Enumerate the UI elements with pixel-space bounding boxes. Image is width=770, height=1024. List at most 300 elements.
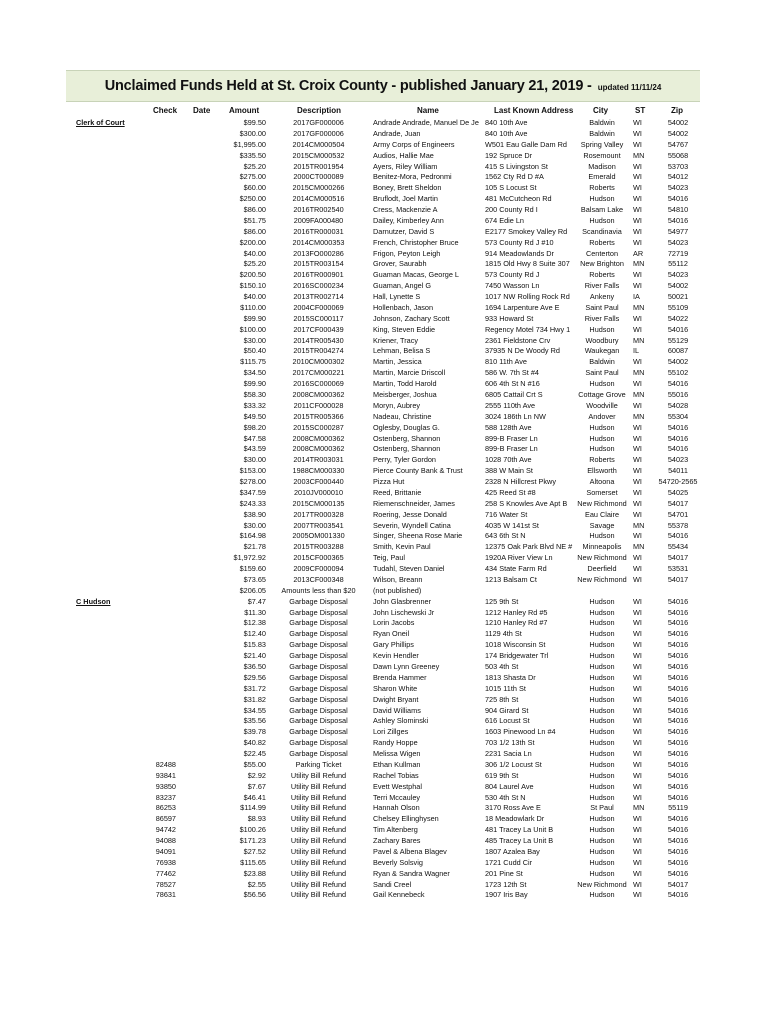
state-cell: WI: [633, 379, 642, 389]
name-cell: Ostenberg, Shannon: [373, 433, 441, 443]
state-cell: WI: [633, 694, 642, 704]
address-cell: 201 Pine St: [485, 868, 523, 878]
name-cell: Tudahl, Steven Daniel: [373, 564, 445, 574]
state-cell: WI: [633, 705, 642, 715]
state-cell: WI: [633, 313, 642, 323]
name-cell: Rachel Tobias: [373, 770, 419, 780]
zip-cell: 72719: [667, 248, 689, 258]
zip-cell: 50021: [667, 292, 689, 302]
description-cell: 2010JV000010: [293, 487, 344, 497]
check-cell: 77462: [155, 868, 176, 878]
city-cell: St Paul: [590, 803, 614, 813]
amount-cell: $347.59: [239, 487, 266, 497]
header-check: Check: [153, 106, 178, 115]
table-row: [0, 193, 770, 204]
state-cell: WI: [633, 466, 642, 476]
city-cell: Hudson: [589, 683, 615, 693]
table-row: [0, 879, 770, 890]
zip-cell: 54016: [667, 683, 689, 693]
description-cell: Utility Bill Refund: [290, 868, 347, 878]
table-row: [0, 617, 770, 628]
name-cell: Brenda Hammer: [373, 672, 427, 682]
address-cell: 933 Howard St: [485, 313, 534, 323]
description-cell: Garbage Disposal: [289, 662, 348, 671]
state-cell: MN: [633, 520, 645, 530]
city-cell: Woodbury: [585, 335, 619, 345]
city-cell: Roberts: [589, 270, 615, 280]
address-cell: 2361 Fieldstone Crv: [485, 335, 551, 345]
state-cell: WI: [633, 727, 642, 737]
city-cell: Hudson: [589, 890, 615, 900]
header-name: Name: [417, 106, 439, 115]
check-cell: 93850: [155, 781, 176, 791]
description-cell: 2017CM000221: [292, 368, 345, 378]
city-cell: New Richmond: [577, 498, 627, 508]
address-cell: 643 6th St N: [485, 531, 526, 541]
description-cell: 2011CF000028: [293, 400, 344, 410]
address-cell: 804 Laurel Ave: [485, 781, 534, 791]
description-cell: 2009CF000094: [293, 564, 344, 574]
name-cell: Pavel & Albena Blagev: [373, 846, 447, 856]
address-cell: 810 11th Ave: [485, 357, 527, 367]
state-cell: WI: [633, 868, 642, 878]
table-row: [0, 683, 770, 694]
name-cell: Oglesby, Douglas G.: [373, 422, 440, 432]
amount-cell: $99.50: [243, 118, 266, 127]
name-cell: Moryn, Aubrey: [373, 400, 421, 410]
name-cell: Kevin Hendler: [373, 651, 419, 661]
amount-cell: $164.98: [239, 531, 266, 541]
table-row: [0, 802, 770, 813]
amount-cell: $21.40: [243, 651, 266, 661]
table-row: [0, 781, 770, 792]
description-cell: 2015TR003154: [293, 259, 344, 269]
description-cell: Utility Bill Refund: [290, 836, 347, 846]
amount-cell: $29.56: [243, 672, 266, 682]
amount-cell: $33.32: [243, 400, 266, 410]
state-cell: WI: [633, 194, 642, 204]
description-cell: Utility Bill Refund: [290, 792, 347, 802]
zip-cell: 54016: [667, 727, 689, 737]
description-cell: 2015CM000135: [292, 498, 345, 508]
address-cell: 481 McCutcheon Rd: [485, 194, 552, 204]
name-cell: Johnson, Zachary Scott: [373, 313, 450, 323]
address-cell: 192 Spruce Dr: [485, 150, 533, 160]
city-cell: Hudson: [589, 716, 615, 726]
city-cell: Hudson: [589, 792, 615, 802]
address-cell: 904 Girard St: [485, 705, 529, 715]
description-cell: Utility Bill Refund: [290, 825, 347, 835]
city-cell: Hudson: [589, 770, 615, 780]
address-cell: 306 1/2 Locust St: [485, 759, 542, 769]
zip-cell: 54016: [667, 324, 689, 334]
description-cell: Utility Bill Refund: [290, 857, 347, 867]
state-cell: WI: [633, 836, 642, 846]
name-cell: Lorin Jacobs: [373, 618, 415, 628]
amount-cell: $115.75: [240, 357, 266, 367]
state-cell: MN: [633, 259, 645, 269]
address-cell: 1018 Wisconsin St: [485, 640, 546, 650]
table-row: [0, 356, 770, 367]
name-cell: Gail Kennebeck: [373, 890, 425, 900]
check-cell: 78631: [155, 890, 176, 900]
amount-cell: $86.00: [243, 205, 266, 215]
name-cell: Tim Altenberg: [373, 825, 418, 835]
address-cell: 1815 Old Hwy 8 Suite 307: [485, 259, 570, 269]
name-cell: Zachary Bares: [373, 836, 421, 846]
name-cell: Kriener, Tracy: [373, 335, 419, 345]
city-cell: Hudson: [589, 868, 615, 878]
zip-cell: 54016: [667, 890, 689, 900]
name-cell: Darnutzer, David S: [373, 226, 435, 236]
zip-cell: 54016: [667, 379, 689, 389]
description-cell: Garbage Disposal: [289, 716, 348, 726]
name-cell: Nadeau, Christine: [373, 411, 432, 421]
table-row: [0, 139, 770, 150]
state-cell: WI: [633, 226, 642, 236]
amount-cell: $2.55: [247, 879, 266, 889]
amount-cell: $86.00: [243, 226, 266, 236]
state-cell: WI: [633, 553, 642, 563]
table-row: [0, 530, 770, 541]
zip-cell: 55109: [667, 302, 689, 312]
description-cell: 2015TR001954: [293, 161, 344, 171]
amount-cell: $25.20: [243, 259, 266, 269]
table-row: [0, 171, 770, 182]
amount-cell: $56.56: [243, 890, 266, 900]
title-bar: [66, 70, 700, 102]
state-cell: WI: [633, 759, 642, 769]
zip-cell: 54012: [667, 172, 689, 182]
table-row: [0, 596, 770, 607]
address-cell: 1813 Shasta Dr: [485, 672, 536, 682]
address-cell: 899-B Fraser Ln: [485, 444, 538, 454]
amount-cell: $35.56: [243, 716, 266, 726]
address-cell: 616 Locust St: [485, 716, 530, 726]
description-cell: 2014CM000516: [292, 194, 345, 204]
zip-cell: 54002: [667, 281, 689, 291]
description-cell: Garbage Disposal: [289, 727, 348, 737]
zip-cell: 53531: [667, 564, 689, 574]
amount-cell: $60.00: [243, 183, 266, 193]
table-row: [0, 237, 770, 248]
amount-cell: $200.50: [239, 270, 266, 280]
description-cell: Utility Bill Refund: [290, 781, 347, 791]
amount-cell: $30.00: [243, 335, 266, 345]
city-cell: Scandinavia: [582, 226, 622, 236]
city-cell: Ellsworth: [587, 466, 617, 476]
address-cell: 1562 Cty Rd D #A: [485, 172, 544, 182]
city-cell: Hudson: [589, 194, 615, 204]
header-st: ST: [635, 106, 646, 115]
description-cell: 2013CF000348: [293, 574, 344, 584]
description-cell: 2009FA000480: [293, 215, 344, 225]
description-cell: Garbage Disposal: [289, 694, 348, 704]
description-cell: Utility Bill Refund: [290, 814, 347, 824]
table-row: [0, 541, 770, 552]
state-cell: WI: [633, 270, 642, 280]
description-cell: Garbage Disposal: [289, 683, 348, 693]
name-cell: Benitez-Mora, Pedronmi: [373, 172, 452, 182]
table-row: [0, 792, 770, 803]
table-row: [0, 204, 770, 215]
address-cell: 12375 Oak Park Blvd NE #: [485, 542, 573, 552]
state-cell: WI: [633, 455, 642, 465]
state-cell: MN: [633, 368, 645, 378]
address-cell: 4035 W 141st St: [485, 520, 539, 530]
table-row: [0, 150, 770, 161]
city-cell: Roberts: [589, 455, 615, 465]
address-cell: 1907 Iris Bay: [485, 890, 528, 900]
description-cell: 2008CM000362: [292, 390, 345, 399]
name-cell: Pierce County Bank & Trust: [373, 466, 463, 476]
name-cell: Smith, Kevin Paul: [373, 542, 431, 552]
zip-cell: 54016: [667, 694, 689, 704]
updated-note: updated 11/11/24: [597, 82, 662, 92]
amount-cell: $114.99: [240, 803, 266, 813]
zip-cell: 55119: [668, 803, 688, 813]
zip-cell: 54016: [667, 629, 689, 639]
description-cell: Garbage Disposal: [289, 705, 348, 715]
city-cell: Ankeny: [589, 292, 615, 302]
zip-cell: 54016: [667, 444, 689, 454]
state-cell: MN: [633, 150, 645, 160]
amount-cell: $30.00: [243, 520, 266, 530]
amount-cell: $73.65: [243, 574, 266, 584]
zip-cell: 54002: [667, 118, 689, 127]
name-cell: Severin, Wyndell Catina: [373, 520, 451, 530]
description-cell: 2000CT000089: [293, 172, 344, 182]
description-cell: Garbage Disposal: [289, 629, 348, 639]
description-cell: 2017CF000439: [293, 324, 344, 334]
city-cell: Deerfield: [587, 564, 617, 574]
table-row: [0, 889, 770, 900]
amount-cell: $36.50: [243, 662, 266, 671]
city-cell: New Richmond: [577, 879, 627, 889]
name-cell: French, Christopher Bruce: [373, 237, 459, 247]
zip-cell: 54767: [667, 139, 689, 149]
address-cell: 6805 Cattail Crt S: [485, 390, 543, 399]
name-cell: Wilson, Breann: [373, 574, 423, 584]
zip-cell: 54016: [667, 215, 689, 225]
city-cell: Hudson: [589, 422, 615, 432]
zip-cell: 54016: [667, 749, 689, 759]
state-cell: MN: [633, 335, 645, 345]
zip-cell: 55016: [667, 390, 689, 399]
state-cell: MN: [633, 542, 645, 552]
state-cell: WI: [633, 640, 642, 650]
check-cell: 94091: [155, 846, 176, 856]
table-row: [0, 400, 770, 411]
table-row: [0, 509, 770, 520]
address-cell: 1920A River View Ln: [485, 553, 553, 563]
amount-cell: $15.83: [243, 640, 266, 650]
section-label: C Hudson: [76, 596, 111, 606]
description-cell: 2014CM000353: [292, 237, 345, 247]
state-cell: MN: [633, 390, 645, 399]
table-row: [0, 454, 770, 465]
address-cell: 1213 Balsam Ct: [485, 574, 537, 584]
description-cell: 2013FO000286: [293, 248, 344, 258]
city-cell: River Falls: [584, 313, 620, 323]
description-cell: 2013TR002714: [293, 292, 344, 302]
city-cell: Rosemount: [583, 150, 621, 160]
zip-cell: 54016: [667, 857, 689, 867]
state-cell: WI: [633, 683, 642, 693]
name-cell: John Glasbrenner: [373, 596, 432, 606]
zip-cell: 54016: [667, 868, 689, 878]
description-cell: 2014TR003031: [293, 455, 344, 465]
city-cell: Hudson: [589, 324, 615, 334]
name-cell: Ostenberg, Shannon: [373, 444, 441, 454]
zip-cell: 55102: [667, 368, 689, 378]
amount-cell: $100.00: [239, 324, 266, 334]
address-cell: 1723 12th St: [485, 879, 527, 889]
address-cell: 619 9th St: [485, 770, 519, 780]
state-cell: WI: [633, 215, 642, 225]
state-cell: WI: [633, 672, 642, 682]
table-row: [0, 269, 770, 280]
city-cell: Woodville: [586, 400, 618, 410]
name-cell: Perry, Tyler Gordon: [373, 455, 436, 465]
city-cell: Hudson: [589, 749, 615, 759]
zip-cell: 54016: [667, 662, 689, 671]
state-cell: WI: [633, 781, 642, 791]
city-cell: Hudson: [589, 618, 615, 628]
address-cell: 174 Bridgewater Trl: [485, 651, 549, 661]
table-row: [0, 726, 770, 737]
state-cell: WI: [633, 128, 642, 138]
name-cell: Bruflodt, Joel Martin: [373, 194, 438, 204]
zip-cell: 54016: [667, 781, 689, 791]
state-cell: WI: [633, 879, 642, 889]
description-cell: 2015CF000365: [293, 553, 344, 563]
state-cell: WI: [633, 531, 642, 541]
description-cell: 1988CM000330: [292, 466, 345, 476]
name-cell: Meisberger, Joshua: [373, 390, 437, 399]
state-cell: WI: [633, 281, 642, 291]
state-cell: WI: [633, 846, 642, 856]
address-cell: 503 4th St: [485, 662, 519, 671]
amount-cell: $34.55: [243, 705, 266, 715]
table-row: [0, 389, 770, 400]
city-cell: Hudson: [589, 694, 615, 704]
state-cell: WI: [633, 738, 642, 748]
zip-cell: 54016: [667, 651, 689, 661]
amount-cell: $27.52: [243, 846, 266, 856]
address-cell: 1603 Pinewood Ln #4: [485, 727, 556, 737]
name-cell: Martin, Jessica: [373, 357, 422, 367]
table-row: [0, 868, 770, 879]
section-label: Clerk of Court: [76, 118, 125, 127]
name-cell: Singer, Sheena Rose Marie: [373, 531, 463, 541]
amount-cell: $11.30: [244, 607, 266, 617]
table-row: [0, 628, 770, 639]
zip-cell: 60087: [667, 346, 689, 356]
city-cell: Roberts: [589, 237, 615, 247]
table-row: [0, 639, 770, 650]
description-cell: Garbage Disposal: [289, 607, 348, 617]
city-cell: Roberts: [589, 183, 615, 193]
state-cell: WI: [633, 770, 642, 780]
city-cell: Hudson: [589, 825, 615, 835]
address-cell: 1807 Azalea Bay: [485, 846, 540, 856]
city-cell: Savage: [589, 520, 615, 530]
address-cell: 481 Tracey La Unit B: [485, 825, 554, 835]
table-row: [0, 661, 770, 672]
zip-cell: 55378: [667, 520, 689, 530]
table-row: [0, 748, 770, 759]
description-cell: 2017TR000328: [293, 509, 344, 519]
description-cell: 2003CF000440: [293, 477, 344, 487]
description-cell: Garbage Disposal: [289, 749, 348, 759]
state-cell: WI: [633, 607, 642, 617]
table-row: [0, 835, 770, 846]
description-cell: Garbage Disposal: [289, 738, 348, 748]
table-row: [0, 128, 770, 139]
name-cell: Hannah Olson: [373, 803, 420, 813]
name-cell: Lori Zillges: [373, 727, 409, 737]
table-row: [0, 367, 770, 378]
amount-cell: $335.50: [239, 150, 266, 160]
amount-cell: $40.00: [243, 248, 266, 258]
description-cell: 2015TR003288: [293, 542, 344, 552]
state-cell: WI: [633, 400, 642, 410]
city-cell: Hudson: [589, 596, 615, 606]
table-row: [0, 443, 770, 454]
amount-cell: $49.50: [243, 411, 266, 421]
amount-cell: $7.47: [247, 596, 266, 606]
name-cell: Sharon White: [373, 683, 418, 693]
zip-cell: 55129: [667, 335, 689, 345]
amount-cell: $40.82: [243, 738, 266, 748]
address-cell: 1129 4th St: [485, 629, 522, 639]
table-row: [0, 759, 770, 770]
address-cell: 716 Water St: [485, 509, 528, 519]
zip-cell: 54701: [667, 509, 689, 519]
address-cell: 105 S Locust St: [485, 183, 537, 193]
name-cell: Hall, Lynette S: [373, 292, 421, 302]
address-cell: 2555 110th Ave: [485, 400, 536, 410]
document-title: Unclaimed Funds Held at St. Croix County - published January 21, 2019 -: [104, 78, 592, 94]
name-cell: Hollenbach, Jason: [373, 302, 434, 312]
amount-cell: $300.00: [239, 128, 266, 138]
description-cell: Garbage Disposal: [289, 618, 348, 628]
table-row: [0, 813, 770, 824]
city-cell: Baldwin: [589, 357, 615, 367]
table-row: [0, 258, 770, 269]
city-cell: Balsam Lake: [580, 205, 624, 215]
zip-cell: 54016: [667, 618, 689, 628]
table-row: [0, 422, 770, 433]
zip-cell: 54002: [667, 357, 689, 367]
amount-cell: $250.00: [239, 194, 266, 204]
description-cell: 2007TR003541: [293, 520, 344, 530]
table-row: [0, 335, 770, 346]
table-row: [0, 694, 770, 705]
address-cell: 588 128th Ave: [485, 422, 532, 432]
city-cell: Madison: [588, 161, 616, 171]
state-cell: MN: [633, 302, 645, 312]
name-cell: Gary Phillips: [373, 640, 414, 650]
city-cell: Hudson: [589, 662, 615, 671]
amount-cell: $47.58: [243, 433, 266, 443]
name-cell: Ethan Kullman: [373, 759, 421, 769]
address-cell: 388 W Main St: [485, 466, 533, 476]
zip-cell: 54016: [667, 672, 689, 682]
city-cell: Eau Claire: [584, 509, 620, 519]
zip-cell: 54023: [667, 270, 689, 280]
